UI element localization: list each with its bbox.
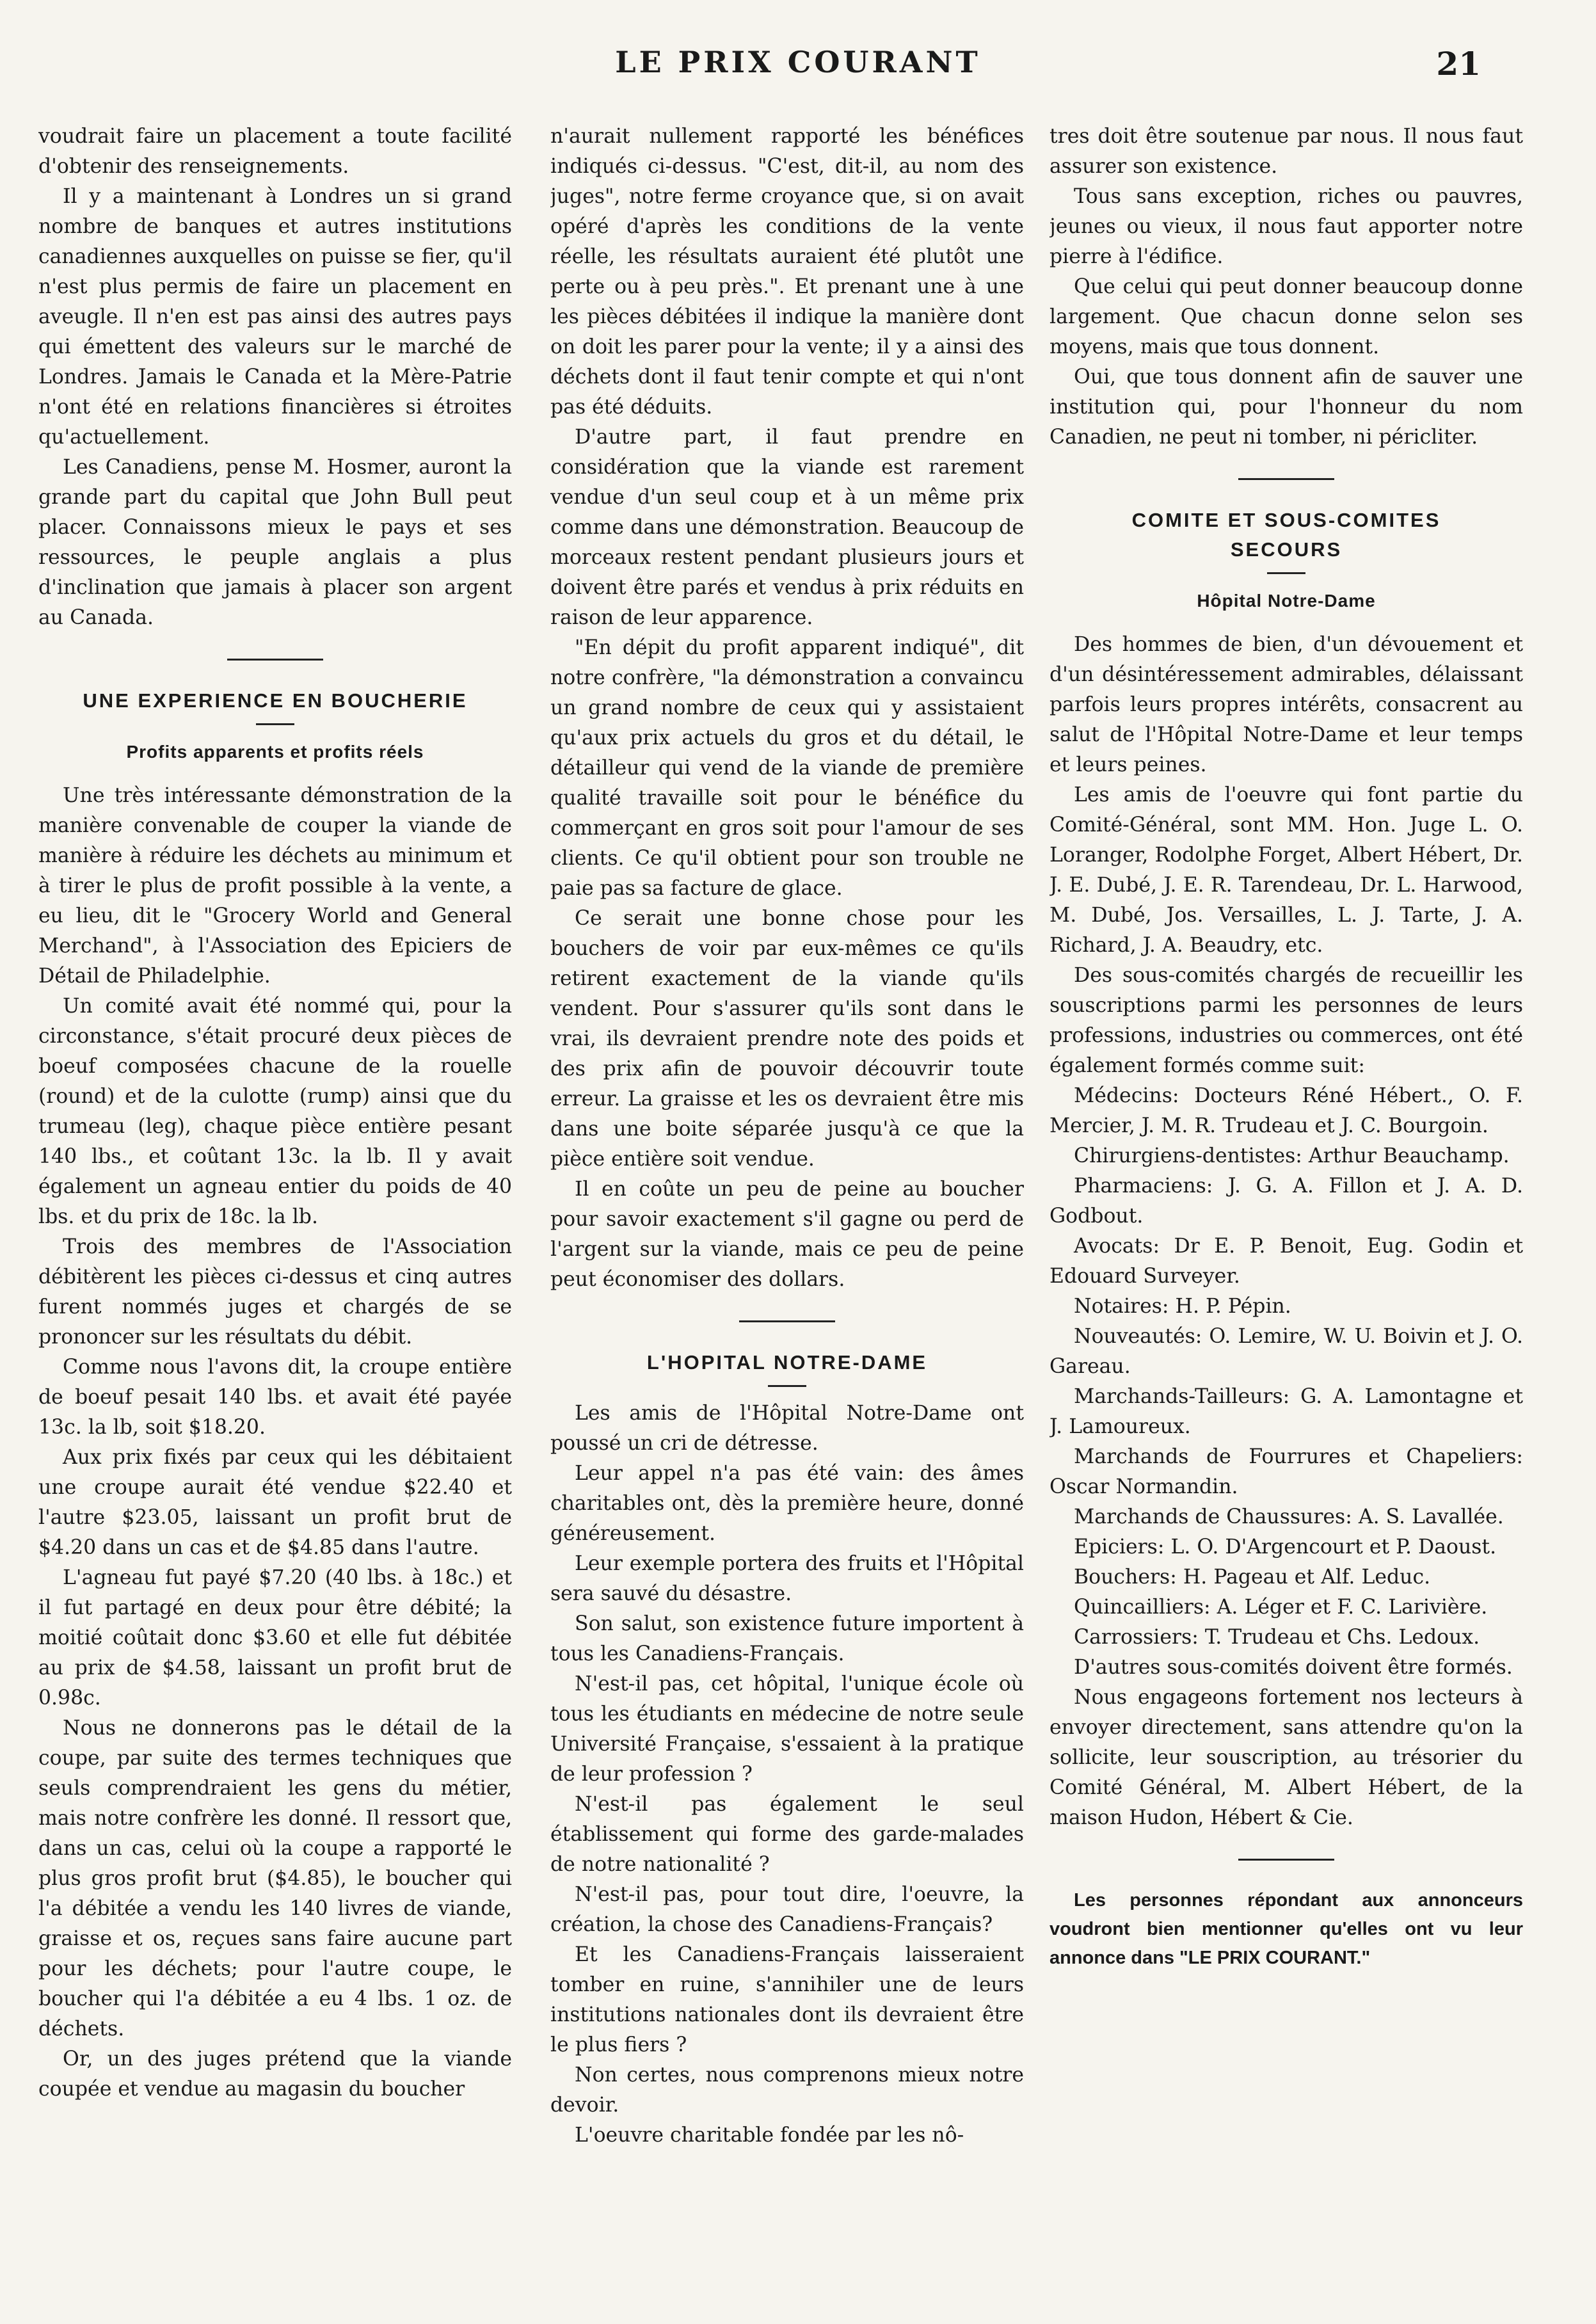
section-title-boucherie: UNE EXPERIENCE EN BOUCHERIE (83, 689, 468, 712)
column-3 (1049, 122, 1523, 2298)
paragraph: Des sous-comités chargés de recueillir les souscriptions parmi les personnes de leurs professions, industries ou commerces, ont été également formés comme suit: (1049, 964, 1523, 1077)
paragraph: Il en coûte un peu de peine au boucher pour savoir exactement s'il gagne ou perd de l'argent sur la viande, mais ce peu de peine peut économiser des dollars. (550, 1178, 1024, 1291)
divider (227, 659, 323, 661)
paragraph: Leur appel n'a pas été vain: des âmes charitables ont, dès la première heure, donné généreusement. (550, 1462, 1024, 1545)
paragraph: "En dépit du profit apparent indiqué", dit notre confrère, "la démonstration a convaincu un grand nombre de ceux qui y assistaient qu'aux prix actuels du gros et du détail, le détailleur qui vend de la viande de première qualité travaille soit pour le bénéfice du commerçant en gros soit pour l'amour de ses clients. Ce qu'il obtient pour son trouble ne paie pas sa facture de glace. (550, 636, 1024, 900)
committee-entry: Nouveautés: O. Lemire, W. U. Boivin et J. O. Gareau. (1049, 1325, 1523, 1378)
paragraph: voudrait faire un placement a toute facilité d'obtenir des renseignements. (38, 125, 512, 178)
paragraph: Les amis de l'Hôpital Notre-Dame ont poussé un cri de détresse. (550, 1402, 1024, 1455)
paragraph: Or, un des juges prétend que la viande coupée et vendue au magasin du boucher (38, 2048, 512, 2101)
committee-entry: Notaires: H. P. Pépin. (1074, 1295, 1291, 1318)
paragraph: Non certes, nous comprenons mieux notre devoir. (550, 2064, 1024, 2117)
committee-entry: Marchands-Tailleurs: G. A. Lamontagne et J. Lamoureux. (1049, 1385, 1523, 1438)
paragraph: Leur exemple portera des fruits et l'Hôpital sera sauvé du désastre. (550, 1552, 1024, 1605)
divider (256, 723, 294, 725)
paragraph: Les amis de l'oeuvre qui font partie du Comité-Général, sont MM. Hon. Juge L. O. Loranger, Rodolphe Forget, Albert Hébert, Dr. J. E. Dubé, J. E. R. Tarendeau, Dr. L. Harwood, M. Dubé, Jos. Versailles, L. J. Tarte, J. A. Richard, J. A. Beaudry, etc. (1049, 783, 1523, 957)
paragraph: D'autres sous-comités doivent être formés. (1074, 1656, 1513, 1679)
paragraph: Trois des membres de l'Association débitèrent les pièces ci-dessus et cinq autres furent nommés juges et chargés de se prononcer sur les résultats du débit. (38, 1235, 512, 1349)
paragraph: Aux prix fixés par ceux qui les débitaient une croupe aurait été vendue $22.40 et l'autre $23.05, laissant un profit brut de $4.20 dans un cas et de $4.85 dans l'autre. (38, 1446, 512, 1559)
page-header (38, 45, 1558, 96)
committee-entry: Pharmaciens: J. G. A. Fillon et J. A. D. Godbout. (1049, 1174, 1523, 1228)
committee-entry: Carrossiers: T. Trudeau et Chs. Ledoux. (1074, 1626, 1480, 1649)
paragraph: N'est-il pas, cet hôpital, l'unique école où tous les étudiants en médecine de notre seule Université Française, s'essaient à la pratique de leur profession ? (550, 1672, 1024, 1786)
paragraph: Des hommes de bien, d'un dévouement et d'un désintéressement admirables, délaissant parfois leurs propres intérêts, consacrent au salut de l'Hôpital Notre-Dame et leur temps et leurs peines. (1049, 633, 1523, 776)
paragraph: Les Canadiens, pense M. Hosmer, auront la grande part du capital que John Bull peut placer. Connaissons mieux le pays et ses ressources, le peuple anglais a plus d'inclination que jamais à placer son argent au Canada. (38, 456, 512, 629)
paragraph: L'agneau fut payé $7.20 (40 lbs. à 18c.) et il fut partagé en deux pour être débité; la moitié coûtait donc $3.60 et elle fut débitée au prix de $4.58, laissant un profit brut de 0.98c. (38, 1566, 512, 1710)
paragraph: Il y a maintenant à Londres un si grand nombre de banques et autres institutions canadiennes auxquelles on puisse se fier, qu'il n'est plus permis de faire un placement en aveugle. Il n'en est pas ainsi des autres pays qui émettent des valeurs sur le marché de Londres. Jamais le Canada et la Mère-Patrie n'ont été en relations financières si étroites qu'actuellement. (38, 185, 512, 449)
paragraph: Tous sans exception, riches ou pauvres, jeunes ou vieux, il nous faut apporter notre pierre à l'édifice. (1049, 185, 1523, 268)
section-subtitle: Hôpital Notre-Dame (1197, 591, 1376, 611)
paragraph: tres doit être soutenue par nous. Il nous faut assurer son existence. (1049, 125, 1523, 178)
paragraph: Nous ne donnerons pas le détail de la coupe, par suite des termes techniques que seuls comprendraient les gens du métier, mais notre confrère les donné. Il ressort que, dans un cas, celui où la coupe a rapporté le plus gros profit brut ($4.85), le boucher qui l'a débitée a vendu les 140 livres de viande, graisse et os, reçues sans faire aucune part pour les déchets; pour l'autre coupe, le boucher qui l'a débitée a eu 4 lbs. 1 oz. de déchets. (38, 1717, 512, 2040)
divider (768, 1385, 806, 1387)
section-title-hopital: L'HOPITAL NOTRE-DAME (646, 1351, 928, 1374)
paragraph: Son salut, son existence future importent à tous les Canadiens-Français. (550, 1612, 1024, 1665)
paragraph: Ce serait une bonne chose pour les bouchers de voir par eux-mêmes ce qu'ils retirent exactement de la viande qu'ils vendent. Pour s'assurer qu'ils sont dans le vrai, ils devraient prendre note des poids et des prix afin de pouvoir découvrir toute erreur. La graisse et les os devraient être mis dans une boite séparée jusqu'à ce que la pièce entière soit vendue. (550, 907, 1024, 1171)
divider (739, 1320, 835, 1322)
paragraph: Nous engageons fortement nos lecteurs à envoyer directement, sans attendre qu'on la sollicite, leur souscription, au trésorier du Comité Général, M. Albert Hébert, de la maison Hudon, Hébert & Cie. (1049, 1686, 1523, 1829)
section-title-secours: SECOURS (1230, 538, 1343, 561)
paragraph: N'est-il pas, pour tout dire, l'oeuvre, la création, la chose des Canadiens-Français? (550, 1883, 1024, 1936)
paragraph: Comme nous l'avons dit, la croupe entière de boeuf pesait 140 lbs. et avait été payée 13c. la lb, soit $18.20. (38, 1356, 512, 1439)
paragraph: D'autre part, il faut prendre en considération que la viande est rarement vendue d'un seul coup et à un même prix comme dans une démonstration. Beaucoup de morceaux restent pendant plusieurs jours et doivent être parés et vendus à prix réduits en raison de leur apparence. (550, 426, 1024, 629)
committee-entry: Marchands de Chaussures: A. S. Lavallée. (1074, 1505, 1504, 1528)
paragraph: n'aurait nullement rapporté les bénéfices indiqués ci-dessus. "C'est, dit-il, au nom des juges", notre ferme croyance que, si on avait opéré d'après les conditions de la vente réelle, les résultats auraient été plutôt une perte ou à peu près.". Et prenant une à une les pièces débitées il indique la manière dont on doit les parer pour la vente; il y a ainsi des déchets dont il faut tenir compte et qui n'ont pas été déduits. (550, 125, 1024, 419)
paragraph: Et les Canadiens-Français laisseraient tomber en ruine, s'annihiler une de leurs institutions nationales dont ils devraient être le plus fiers ? (550, 1943, 1024, 2056)
committee-entry: Avocats: Dr E. P. Benoit, Eug. Godin et Edouard Surveyer. (1049, 1235, 1523, 1288)
divider (1238, 478, 1334, 480)
paragraph: Que celui qui peut donner beaucoup donne largement. Que chacun donne selon ses moyens, mais que tous donnent. (1049, 275, 1523, 358)
paragraph: Oui, que tous donnent afin de sauver une institution qui, pour l'honneur du nom Canadien, ne peut ni tomber, ni péricliter. (1049, 365, 1523, 449)
paragraph: L'oeuvre charitable fondée par les nô- (575, 2124, 964, 2147)
paragraph: Un comité avait été nommé qui, pour la circonstance, s'était procuré deux pièces de boeuf composées chacune de la rouelle (round) et de la culotte (rump) ainsi que du trumeau (leg), chaque pièce entière pesant 140 lbs., et coûtant 13c. la lb. Il y avait également un agneau entier du poids de 40 lbs. et du prix de 18c. la lb. (38, 995, 512, 1228)
section-title-comites: COMITE ET SOUS-COMITES (1131, 509, 1441, 531)
paragraph: Une très intéressante démonstration de la manière convenable de couper la viande de manière à réduire les déchets au minimum et à tirer le plus de profit possible à la vente, a eu lieu, dit le "Grocery World and General Merchand", à l'Association des Epiciers de Détail de Philadelphie. (38, 784, 512, 988)
committee-entry: Marchands de Fourrures et Chapeliers: Oscar Normandin. (1049, 1445, 1523, 1498)
page-number: 21 (1436, 45, 1481, 83)
committee-entry: Médecins: Docteurs Réné Hébert., O. F. Mercier, J. M. R. Trudeau et J. C. Bourgoin. (1049, 1084, 1523, 1137)
committee-entry: Epiciers: L. O. D'Argencourt et P. Daoust. (1074, 1535, 1497, 1559)
divider (1267, 572, 1305, 574)
divider (1238, 1859, 1334, 1861)
advertiser-notice: Les personnes répondant aux annonceurs voudront bien mentionner qu'elles ont vu leur annonce dans "LE PRIX COURANT." (1049, 1890, 1523, 1968)
committee-entry: Chirurgiens-dentistes: Arthur Beauchamp. (1074, 1144, 1510, 1167)
paragraph: N'est-il pas également le seul établissement qui forme des garde-malades de notre nationalité ? (550, 1793, 1024, 1876)
column-2 (550, 122, 1024, 2298)
committee-entry: Quincailliers: A. Léger et F. C. Larivière. (1074, 1596, 1488, 1619)
column-1 (38, 122, 512, 2298)
running-title: LE PRIX COURANT (615, 45, 981, 79)
committee-entry: Bouchers: H. Pageau et Alf. Leduc. (1074, 1566, 1431, 1589)
section-subtitle: Profits apparents et profits réels (126, 742, 424, 762)
